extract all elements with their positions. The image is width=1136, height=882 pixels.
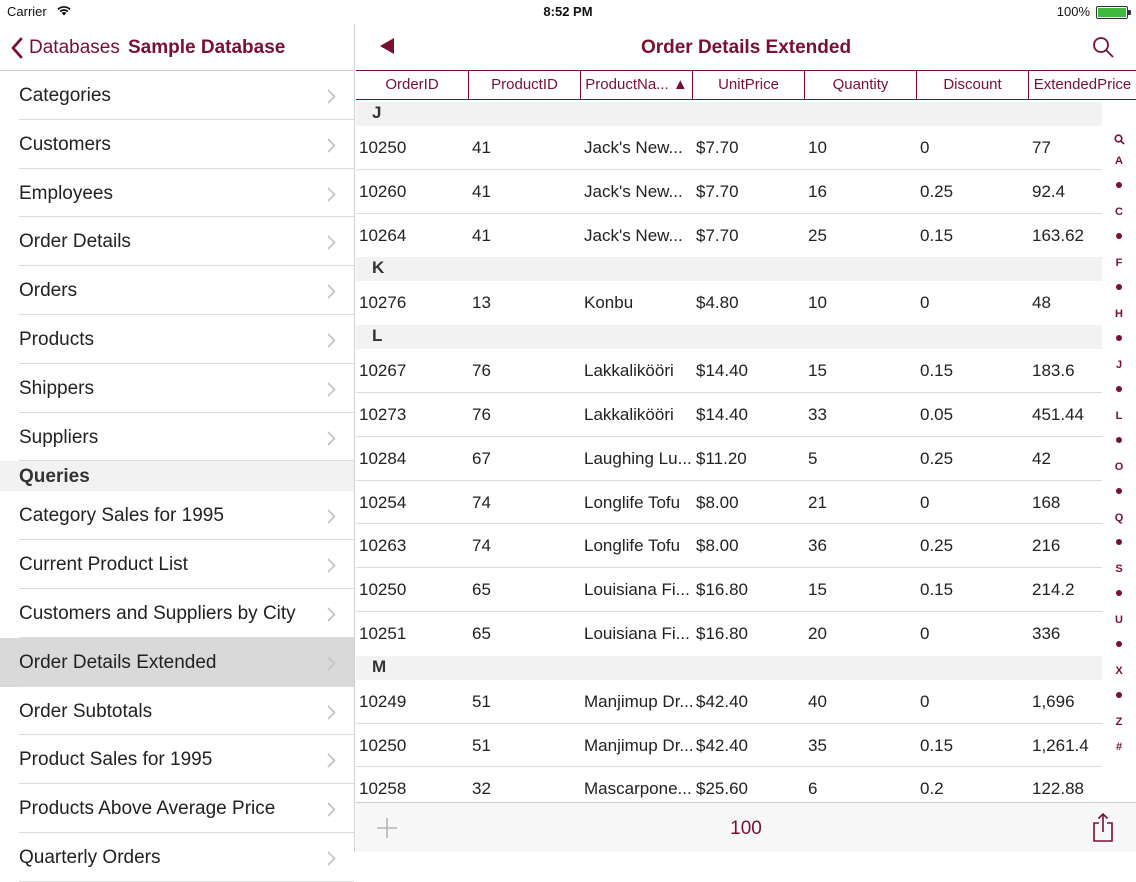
share-icon — [1092, 813, 1114, 843]
cell-discount: 0.25 — [920, 536, 954, 556]
cell-orderid: 10250 — [359, 580, 407, 600]
cell-productname: Lakkalikööri — [584, 404, 674, 424]
chevron-right-icon — [327, 186, 336, 208]
sidebar-item[interactable] — [0, 315, 354, 364]
data-table — [356, 102, 1136, 802]
cell-extendedprice: 42 — [1032, 448, 1051, 468]
cell-orderid: 10249 — [359, 691, 407, 711]
sidebar-item[interactable] — [0, 120, 354, 169]
chevron-right-icon — [327, 283, 336, 305]
cell-productname: Laughing Lu... — [584, 448, 692, 468]
share-button[interactable] — [1092, 813, 1114, 848]
sidebar-item[interactable] — [0, 784, 354, 833]
sidebar-item-label: Customers — [19, 133, 111, 155]
sidebar-item-label: Shippers — [19, 377, 94, 399]
back-label: Databases — [29, 37, 120, 58]
section-title: Queries — [19, 466, 90, 488]
cell-productid: 51 — [472, 735, 491, 755]
chevron-right-icon — [327, 655, 336, 677]
chevron-right-icon — [327, 752, 336, 774]
search-button[interactable] — [1092, 36, 1114, 63]
table-row[interactable] — [356, 349, 1136, 393]
page-title: Order Details Extended — [640, 37, 852, 58]
cell-discount: 0.25 — [920, 181, 954, 201]
index-dot — [1116, 692, 1122, 698]
chevron-right-icon — [327, 557, 336, 579]
cell-productid: 65 — [472, 623, 491, 643]
cell-quantity: 5 — [808, 448, 818, 468]
index-letter[interactable]: L — [1115, 409, 1123, 422]
chevron-right-icon — [327, 508, 336, 530]
column-header-extendedprice[interactable]: ExtendedPrice — [1033, 76, 1132, 93]
sidebar — [0, 24, 355, 868]
cell-discount: 0.05 — [920, 404, 954, 424]
cell-orderid: 10258 — [359, 779, 407, 799]
section-header — [356, 102, 1102, 126]
table-row[interactable] — [356, 126, 1136, 170]
chevron-right-icon — [327, 606, 336, 628]
section-index[interactable] — [1102, 134, 1136, 774]
index-letter[interactable]: U — [1115, 613, 1123, 626]
cell-discount: 0 — [920, 293, 930, 313]
sidebar-item[interactable] — [0, 540, 354, 589]
cell-productname: Jack's New... — [584, 225, 683, 245]
table-row[interactable] — [356, 393, 1136, 437]
cell-productname: Manjimup Dr... — [584, 735, 694, 755]
cell-orderid: 10263 — [359, 536, 407, 556]
chevron-right-icon — [327, 850, 336, 872]
cell-orderid: 10264 — [359, 225, 407, 245]
column-header-productname[interactable]: ProductNa... ▲ — [581, 71, 693, 99]
cell-quantity: 20 — [808, 623, 827, 643]
index-letter[interactable]: Z — [1115, 715, 1123, 728]
sidebar-item-label: Order Details — [19, 231, 131, 253]
chevron-right-icon — [327, 801, 336, 823]
index-dot — [1116, 437, 1122, 443]
cell-extendedprice: 183.6 — [1032, 361, 1075, 381]
cell-discount: 0.2 — [920, 779, 944, 799]
cell-productid: 65 — [472, 580, 491, 600]
cell-unitprice: $14.40 — [696, 404, 748, 424]
section-letter: J — [372, 103, 382, 122]
clock: 8:52 PM — [543, 4, 593, 19]
cell-productname: Jack's New... — [584, 181, 683, 201]
cell-discount: 0 — [920, 623, 930, 643]
cell-productname: Lakkalikööri — [584, 361, 674, 381]
section-letter: L — [372, 326, 383, 346]
main-panel — [356, 24, 1136, 852]
sidebar-item-label: Product Sales for 1995 — [19, 749, 213, 771]
index-letter[interactable]: F — [1115, 256, 1123, 269]
cell-quantity: 21 — [808, 492, 827, 512]
cell-productname: Longlife Tofu — [584, 492, 681, 512]
record-count: 100 — [730, 818, 762, 839]
index-letter[interactable]: X — [1115, 664, 1123, 677]
cell-discount: 0 — [920, 691, 930, 711]
table-row[interactable] — [356, 437, 1136, 481]
cell-productid: 67 — [472, 448, 491, 468]
cell-discount: 0.15 — [920, 225, 954, 245]
column-header-row — [356, 70, 1136, 100]
cell-orderid: 10267 — [359, 361, 407, 381]
cell-extendedprice: 336 — [1032, 623, 1061, 643]
chevron-left-icon — [10, 37, 23, 59]
cell-productid: 51 — [472, 691, 491, 711]
column-header-discount[interactable]: Discount — [917, 71, 1029, 99]
sidebar-item[interactable] — [0, 364, 354, 413]
cell-unitprice: $14.40 — [696, 361, 748, 381]
table-row[interactable] — [356, 568, 1136, 612]
cell-productid: 32 — [472, 779, 491, 799]
sidebar-item[interactable] — [0, 687, 354, 736]
sidebar-item-label: Categories — [19, 85, 111, 106]
cell-unitprice: $42.40 — [696, 735, 748, 755]
cell-unitprice: $8.00 — [696, 492, 739, 512]
sidebar-title: Sample Database — [128, 37, 286, 58]
cell-orderid: 10254 — [359, 492, 407, 512]
index-letter[interactable]: C — [1115, 205, 1123, 218]
cell-unitprice: $8.00 — [696, 536, 739, 556]
sidebar-item-label: Suppliers — [19, 426, 99, 448]
cell-unitprice: $7.70 — [696, 181, 739, 201]
battery-percentage: 100% — [1056, 4, 1090, 19]
cell-quantity: 10 — [808, 138, 827, 157]
cell-quantity: 40 — [808, 691, 827, 711]
cell-productname: Konbu — [584, 293, 634, 313]
cell-extendedprice: 168 — [1032, 492, 1061, 512]
cell-productid: 13 — [472, 293, 491, 313]
cell-extendedprice: 1,261.4 — [1032, 735, 1089, 755]
index-dot — [1116, 641, 1122, 647]
cell-quantity: 6 — [808, 779, 818, 799]
cell-unitprice: $11.20 — [696, 448, 747, 468]
cell-extendedprice: 92.4 — [1032, 181, 1066, 201]
cell-productname: Longlife Tofu — [584, 536, 681, 556]
chevron-right-icon — [327, 88, 336, 110]
cell-productid: 41 — [472, 181, 491, 201]
section-header — [356, 325, 1102, 349]
cell-quantity: 35 — [808, 735, 827, 755]
cell-productid: 41 — [472, 138, 491, 157]
table-row[interactable] — [356, 524, 1136, 568]
cell-productname: Louisiana Fi... — [584, 623, 690, 643]
cell-quantity: 15 — [808, 580, 827, 600]
index-letter[interactable]: Q — [1114, 511, 1124, 524]
cell-orderid: 10276 — [359, 293, 407, 313]
sidebar-item-label: Orders — [19, 280, 78, 302]
cell-extendedprice: 216 — [1032, 536, 1061, 556]
cell-extendedprice: 77 — [1032, 138, 1051, 157]
cell-extendedprice: 163.62 — [1032, 225, 1084, 245]
cell-orderid: 10260 — [359, 181, 407, 201]
cell-orderid: 10251 — [359, 623, 407, 643]
chevron-right-icon — [327, 381, 336, 403]
sidebar-item-label: Quarterly Orders — [19, 846, 161, 868]
cell-unitprice: $25.60 — [696, 779, 748, 799]
cell-discount: 0.25 — [920, 448, 954, 468]
cell-quantity: 16 — [808, 181, 827, 201]
chevron-right-icon — [327, 704, 336, 726]
index-dot — [1116, 335, 1122, 341]
cell-extendedprice: 214.2 — [1032, 580, 1075, 600]
table-row[interactable] — [356, 680, 1136, 724]
sidebar-item-label: Order Details Extended — [19, 651, 217, 673]
cell-orderid: 10250 — [359, 735, 407, 755]
section-header — [356, 257, 1102, 281]
column-header-orderid[interactable]: OrderID — [356, 71, 469, 99]
queries-section-header — [0, 461, 354, 491]
cell-unitprice: $7.70 — [696, 225, 739, 245]
cell-quantity: 36 — [808, 536, 827, 556]
cell-productname: Manjimup Dr... — [584, 691, 694, 711]
index-letter[interactable]: J — [1115, 358, 1123, 371]
chevron-right-icon — [327, 137, 336, 159]
index-dot — [1116, 284, 1122, 290]
cell-extendedprice: 451.44 — [1032, 404, 1084, 424]
column-header-productid[interactable]: ProductID — [469, 71, 581, 99]
chevron-right-icon — [327, 332, 336, 354]
index-dot — [1116, 233, 1122, 239]
index-letter[interactable]: A — [1115, 154, 1123, 167]
table-row[interactable] — [356, 214, 1136, 258]
section-header — [356, 656, 1102, 680]
cell-productname: Mascarpone... — [584, 779, 692, 799]
index-letter[interactable]: S — [1115, 562, 1123, 575]
cell-productid: 41 — [472, 225, 491, 245]
carrier-label: Carrier — [7, 4, 47, 19]
cell-discount: 0 — [920, 138, 930, 157]
index-dot — [1116, 488, 1122, 494]
table-row[interactable] — [356, 170, 1136, 214]
battery-icon — [1096, 6, 1128, 19]
cell-orderid: 10250 — [359, 138, 407, 157]
index-letter[interactable]: H — [1115, 307, 1123, 320]
cell-extendedprice: 1,696 — [1032, 691, 1075, 711]
index-dot — [1116, 386, 1122, 392]
table-row[interactable] — [356, 281, 1136, 325]
sidebar-item[interactable] — [0, 71, 354, 120]
sidebar-item[interactable] — [0, 413, 354, 462]
main-nav-bar — [356, 24, 1136, 70]
sidebar-nav-bar — [0, 24, 354, 71]
table-row[interactable] — [356, 612, 1136, 656]
column-header-quantity[interactable]: Quantity — [805, 71, 917, 99]
sidebar-item[interactable] — [0, 491, 354, 540]
sidebar-item[interactable] — [0, 735, 354, 784]
cell-quantity: 15 — [808, 361, 827, 381]
cell-productname: Louisiana Fi... — [584, 580, 690, 600]
cell-discount: 0.15 — [920, 735, 954, 755]
table-row[interactable] — [356, 481, 1136, 525]
cell-discount: 0.15 — [920, 580, 954, 600]
sidebar-item[interactable] — [0, 217, 354, 266]
section-letter: K — [372, 258, 385, 278]
cell-unitprice: $16.80 — [696, 580, 748, 600]
cell-unitprice: $42.40 — [696, 691, 748, 711]
sidebar-item-label: Products Above Average Price — [19, 798, 276, 820]
sidebar-item[interactable] — [0, 266, 354, 315]
cell-unitprice: $4.80 — [696, 293, 739, 313]
cell-quantity: 33 — [808, 404, 827, 424]
table-row[interactable] — [356, 724, 1136, 768]
index-letter[interactable]: O — [1114, 460, 1124, 473]
cell-orderid: 10284 — [359, 448, 407, 468]
cell-discount: 0 — [920, 492, 930, 512]
cell-extendedprice: 48 — [1032, 293, 1051, 313]
sidebar-item-label: Employees — [19, 182, 113, 204]
back-to-databases-button[interactable] — [10, 37, 120, 59]
sidebar-item-label: Order Subtotals — [19, 700, 153, 722]
sidebar-item-label: Category Sales for 1995 — [19, 505, 224, 527]
cell-quantity: 25 — [808, 225, 827, 245]
chevron-right-icon — [327, 234, 336, 256]
sidebar-item[interactable] — [0, 638, 354, 687]
column-header-unitprice[interactable]: UnitPrice — [693, 71, 805, 99]
status-bar — [0, 0, 1136, 24]
cell-unitprice: $16.80 — [696, 623, 748, 643]
cell-productid: 74 — [472, 492, 491, 512]
cell-discount: 0.15 — [920, 361, 954, 381]
cell-productid: 74 — [472, 536, 491, 556]
section-letter: M — [372, 656, 387, 676]
index-dot — [1116, 590, 1122, 596]
cell-unitprice: $7.70 — [696, 138, 739, 157]
sidebar-item-label: Customers and Suppliers by City — [19, 602, 296, 624]
index-dot — [1116, 182, 1122, 188]
cell-productid: 76 — [472, 404, 491, 424]
sidebar-item[interactable] — [0, 169, 354, 218]
index-dot — [1116, 539, 1122, 545]
chevron-right-icon — [327, 430, 336, 452]
sidebar-item[interactable] — [0, 833, 354, 882]
search-icon — [1092, 36, 1114, 58]
cell-productname: Jack's New... — [584, 138, 683, 157]
bottom-toolbar — [356, 802, 1136, 852]
sidebar-item-label: Products — [19, 328, 94, 350]
cell-quantity: 10 — [808, 293, 827, 313]
sidebar-item-label: Current Product List — [19, 554, 188, 576]
cell-extendedprice: 122.88 — [1032, 779, 1084, 799]
cell-productid: 76 — [472, 361, 491, 381]
index-letter[interactable]: # — [1115, 741, 1123, 753]
cell-orderid: 10273 — [359, 404, 407, 424]
sidebar-item[interactable] — [0, 589, 354, 638]
index-search-icon[interactable] — [1102, 134, 1136, 148]
sidebar-list — [0, 71, 354, 882]
